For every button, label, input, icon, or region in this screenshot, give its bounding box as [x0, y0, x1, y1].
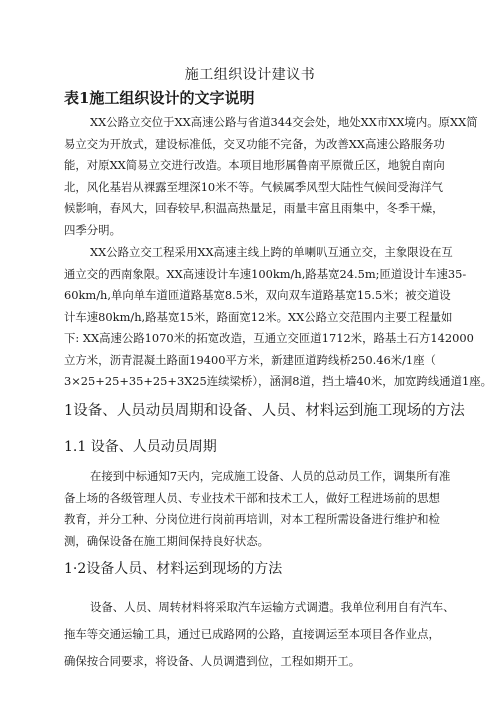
section-1-2-paragraph: [64, 594, 455, 675]
table-heading: [64, 89, 254, 107]
project-paragraph: [64, 242, 493, 393]
paragraph-line: 教育，并分工种、分岗位进行岗前再培训，对本工程所需设备进行维护和检: [64, 512, 440, 526]
intro-paragraph: [64, 112, 478, 241]
paragraph-line: 下: XX高速公路1070米的拓宽改造，互通立交匝道1712米，路基土石方142000: [64, 331, 474, 345]
paragraph-line: 3×25+25+35+25+3X25连续梁桥），涵洞8道，挡土墙40米，加宽跨线通道1座。: [64, 374, 493, 388]
paragraph-line: 确保按合同要求，将设备、人员调遣到位，工程如期开工。: [64, 654, 361, 668]
paragraph-line: 立方米，沥青混凝土路面19400平方米，新建匝道跨线桥250.46米/1座（: [64, 352, 436, 367]
paragraph-line: XX公路立交位于XX高速公路与省道344交会处，地处XX市XX境内。原XX简: [90, 115, 478, 129]
section-1-2-heading: 1·2设备人员、材料运到现场的方法: [64, 561, 283, 577]
paragraph-line: 通立交的西南象限。XX高速设计车速100km/h,路基宽24.5m;匝道设计车速35-: [64, 266, 467, 281]
paragraph-line: 拖车等交通运输工具，通过已成路网的公路，直接调运至本项目各作业点，: [64, 627, 440, 641]
table-heading-text: 表1施工组织设计的文字说明: [64, 89, 255, 107]
paragraph-line: 四季分明。: [64, 222, 121, 237]
paragraph-line: 计车速80km/h,路基宽15米，路面宽12米。XX公路立交范围内主要工程量如: [64, 309, 453, 324]
document-title: 施工组织设计建议书: [184, 67, 316, 83]
paragraph-line: 在接到中标通知7天内，完成施工设备、人员的总动员工作，调集所有准: [90, 469, 451, 483]
paragraph-line: 设备、人员、周转材料将采取汽车运输方式调遣。我单位利用自有汽车、: [90, 600, 455, 614]
paragraph-line: 候影响，春风大，回春较早,积温高热量足，雨量丰富且雨集中，冬季干燥，: [64, 201, 444, 215]
section-1-1-heading: 1.1 设备、人员动员周期: [64, 439, 217, 455]
paragraph-line: 北，风化基岩从裸露至埋深10米不等。气候属季风型大陆性气候间受海洋气: [64, 179, 443, 194]
paragraph-line: 易立交为开放式，建设标准低，交叉功能不完备，为改善XX高速公路服务功: [64, 136, 445, 151]
paragraph-line: 60km/h,单向单车道匝道路基宽8.5米，双向双车道路基宽15.5米；被交道设: [64, 288, 451, 302]
paragraph-line: 能，对原XX简易立交进行改造。本项目地形属鲁南平原微丘区，地貌自南向: [64, 158, 445, 172]
section-1-1-paragraph: [64, 466, 451, 552]
paragraph-line: 备上场的各级管理人员、专业技术干部和技术工人，做好工程进场前的思想: [64, 490, 440, 505]
paragraph-line: 测，确保设备在施工期间保持良好状态。: [64, 533, 270, 548]
paragraph-line: XX公路立交工程采用XX高速主线上跨的单喇叭互通立交，主象限设在互: [90, 245, 453, 259]
section-1-heading: 1设备、人员动员周期和设备、人员、材料运到施工现场的方法: [64, 403, 465, 419]
